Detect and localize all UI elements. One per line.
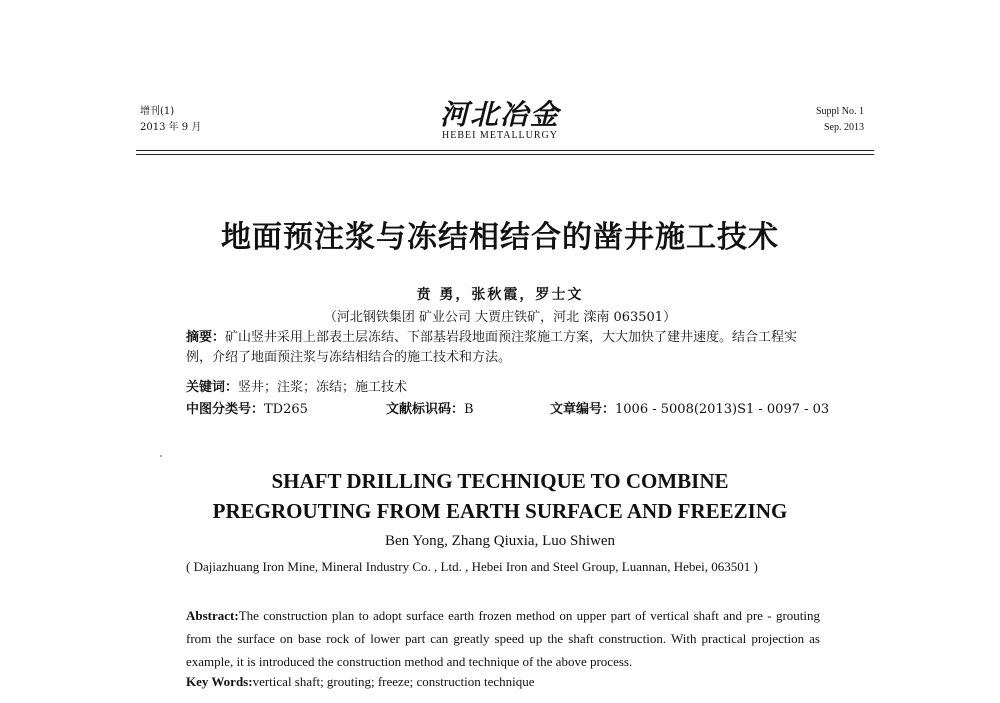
doc-code-value: B (464, 402, 474, 417)
authors-cn: 贲 勇，张秋霞，罗士文 (416, 287, 584, 303)
abstract-text-en: The construction plan to adopt surface earth frozen method on upper part of vertical shaft and pre - grouting from the surface on base rock of lower part can greatly speed up the shaft construction. With practical projection as example, it is introduced the construction method and technique of the above process. (186, 608, 820, 669)
article-number (550, 398, 829, 417)
authors-en: Ben Yong, Zhang Qiuxia, Luo Shiwen (385, 533, 615, 549)
clc-value: TD265 (264, 402, 308, 417)
abstract-label-cn: 摘要： (186, 330, 226, 345)
title-en-line2: PREGROUTING FROM EARTH SURFACE AND FREEZING (212, 499, 788, 523)
header-rule-thin (136, 154, 874, 155)
doc-code-label: 文献标识码： (386, 402, 465, 417)
abstract-cn (186, 328, 820, 368)
document-code (386, 398, 474, 417)
date-label-en: Sep. 2013 (824, 122, 864, 133)
article-number-label: 文章编号： (550, 402, 616, 417)
affiliation-en: ( Dajiazhuang Iron Mine, Mineral Industry Co. , Ltd. , Hebei Iron and Steel Group, Luannan, Hebei, 063501 ) (186, 559, 758, 574)
header-right (816, 104, 864, 136)
journal-name-en: HEBEI METALLURGY (441, 130, 559, 141)
keywords-en (186, 674, 535, 690)
abstract-text-cn: 矿山竖井采用上部表土层冻结、下部基岩段地面预注浆施工方案，大大加快了建井速度。结合工程实例，介绍了地面预注浆与冻结相结合的施工技术和方法。 (186, 330, 798, 365)
issue-label-cn: 增刊(1) (140, 106, 175, 117)
title-en-line1: SHAFT DRILLING TECHNIQUE TO COMBINE (271, 469, 729, 493)
abstract-label-en: Abstract: (186, 608, 239, 623)
affiliation-cn: （河北钢铁集团 矿业公司 大贾庄铁矿，河北 滦南 063501） (323, 310, 677, 325)
article-title-cn: 地面预注浆与冻结相结合的凿井施工技术 (221, 220, 779, 255)
abstract-en (186, 604, 820, 673)
keywords-text-en: vertical shaft; grouting; freeze; construction technique (252, 674, 535, 689)
scan-speck (160, 455, 162, 457)
clc-number (186, 398, 308, 417)
article-number-value: 1006 - 5008(2013)S1 - 0097 - 03 (615, 402, 830, 417)
journal-logo-cn: 河北冶金 (439, 98, 560, 131)
header-rule-thick (136, 150, 874, 151)
keywords-text-cn: 竖井；注浆；冻结；施工技术 (238, 380, 408, 395)
clc-label: 中图分类号： (186, 402, 265, 417)
date-label-cn: 2013 年 9 月 (140, 122, 202, 133)
article-title-en (0, 466, 1000, 526)
keywords-cn (186, 376, 407, 395)
keywords-label-cn: 关键词： (186, 380, 239, 395)
keywords-label-en: Key Words: (186, 674, 253, 689)
issue-label-en: Suppl No. 1 (815, 106, 864, 117)
